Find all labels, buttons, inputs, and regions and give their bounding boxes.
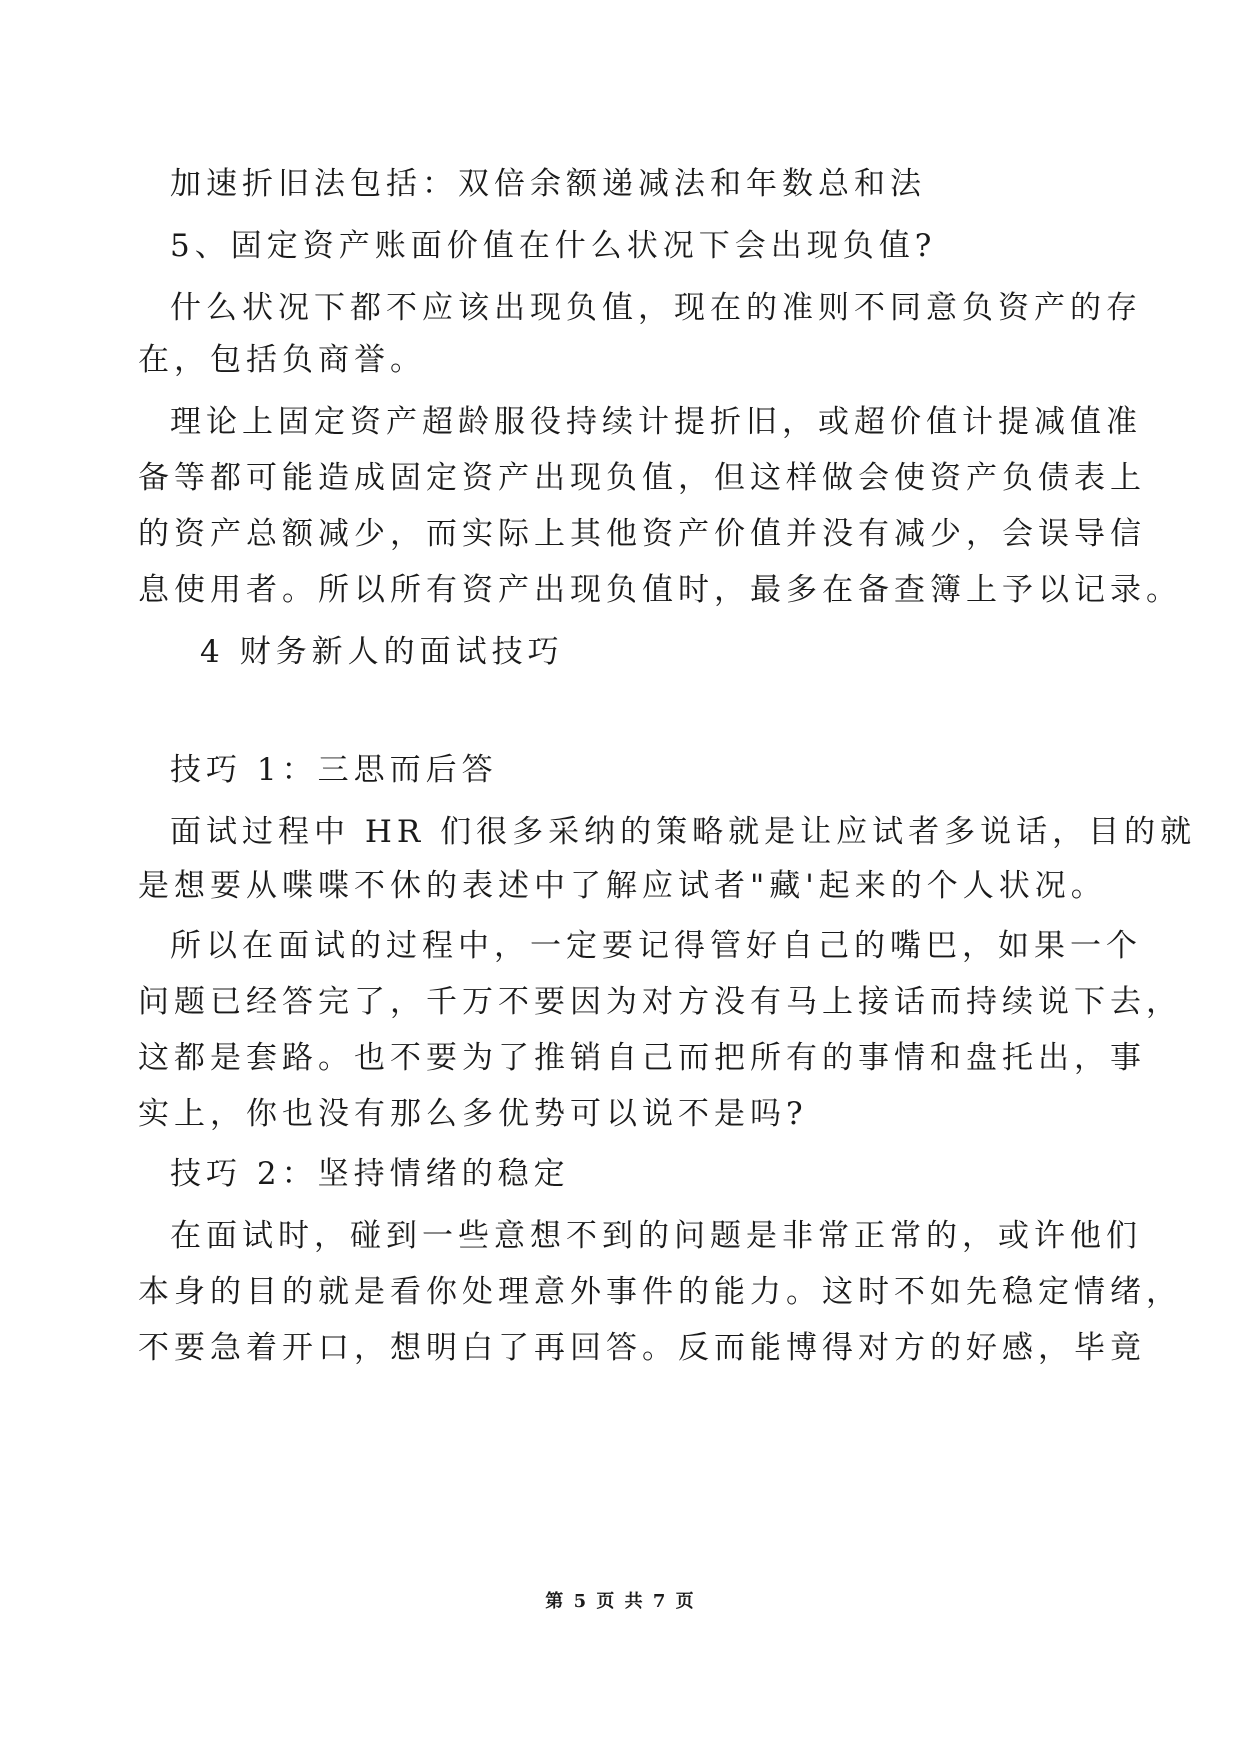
body-line: 在，包括负商誉。 bbox=[138, 342, 426, 378]
page-footer: 第 5 页 共 7 页 bbox=[545, 1591, 696, 1612]
body-line: 实上，你也没有那么多优势可以说不是吗? bbox=[138, 1096, 808, 1132]
section-heading: 4 财务新人的面试技巧 bbox=[200, 634, 564, 670]
body-line: 什么状况下都不应该出现负值，现在的准则不同意负资产的存 bbox=[170, 290, 1142, 326]
body-line: 息使用者。所以所有资产出现负值时，最多在备查簿上予以记录。 bbox=[138, 572, 1182, 608]
tip-heading: 技巧 1：三思而后答 bbox=[170, 752, 498, 788]
body-line: 在面试时，碰到一些意想不到的问题是非常正常的，或许他们 bbox=[170, 1218, 1142, 1254]
body-line: 本身的目的就是看你处理意外事件的能力。这时不如先稳定情绪， bbox=[138, 1274, 1182, 1310]
body-line: 不要急着开口，想明白了再回答。反而能博得对方的好感，毕竟 bbox=[138, 1330, 1146, 1366]
body-line: 加速折旧法包括：双倍余额递减法和年数总和法 bbox=[170, 166, 926, 202]
body-line: 这都是套路。也不要为了推销自己而把所有的事情和盘托出，事 bbox=[138, 1040, 1146, 1076]
body-line: 是想要从喋喋不休的表述中了解应试者"藏'起来的个人状况。 bbox=[138, 868, 1107, 904]
body-line: 问题已经答完了，千万不要因为对方没有马上接话而持续说下去， bbox=[138, 984, 1182, 1020]
question-heading: 5、固定资产账面价值在什么状况下会出现负值? bbox=[170, 228, 937, 264]
body-line: 所以在面试的过程中，一定要记得管好自己的嘴巴，如果一个 bbox=[170, 928, 1142, 964]
body-line: 的资产总额减少，而实际上其他资产价值并没有减少，会误导信 bbox=[138, 516, 1146, 552]
tip-heading: 技巧 2：坚持情绪的稳定 bbox=[170, 1156, 570, 1192]
body-line: 理论上固定资产超龄服役持续计提折旧，或超价值计提减值准 bbox=[170, 404, 1142, 440]
body-line: 面试过程中 HR 们很多采纳的策略就是让应试者多说话，目的就 bbox=[170, 814, 1197, 850]
body-line: 备等都可能造成固定资产出现负值，但这样做会使资产负债表上 bbox=[138, 460, 1146, 496]
